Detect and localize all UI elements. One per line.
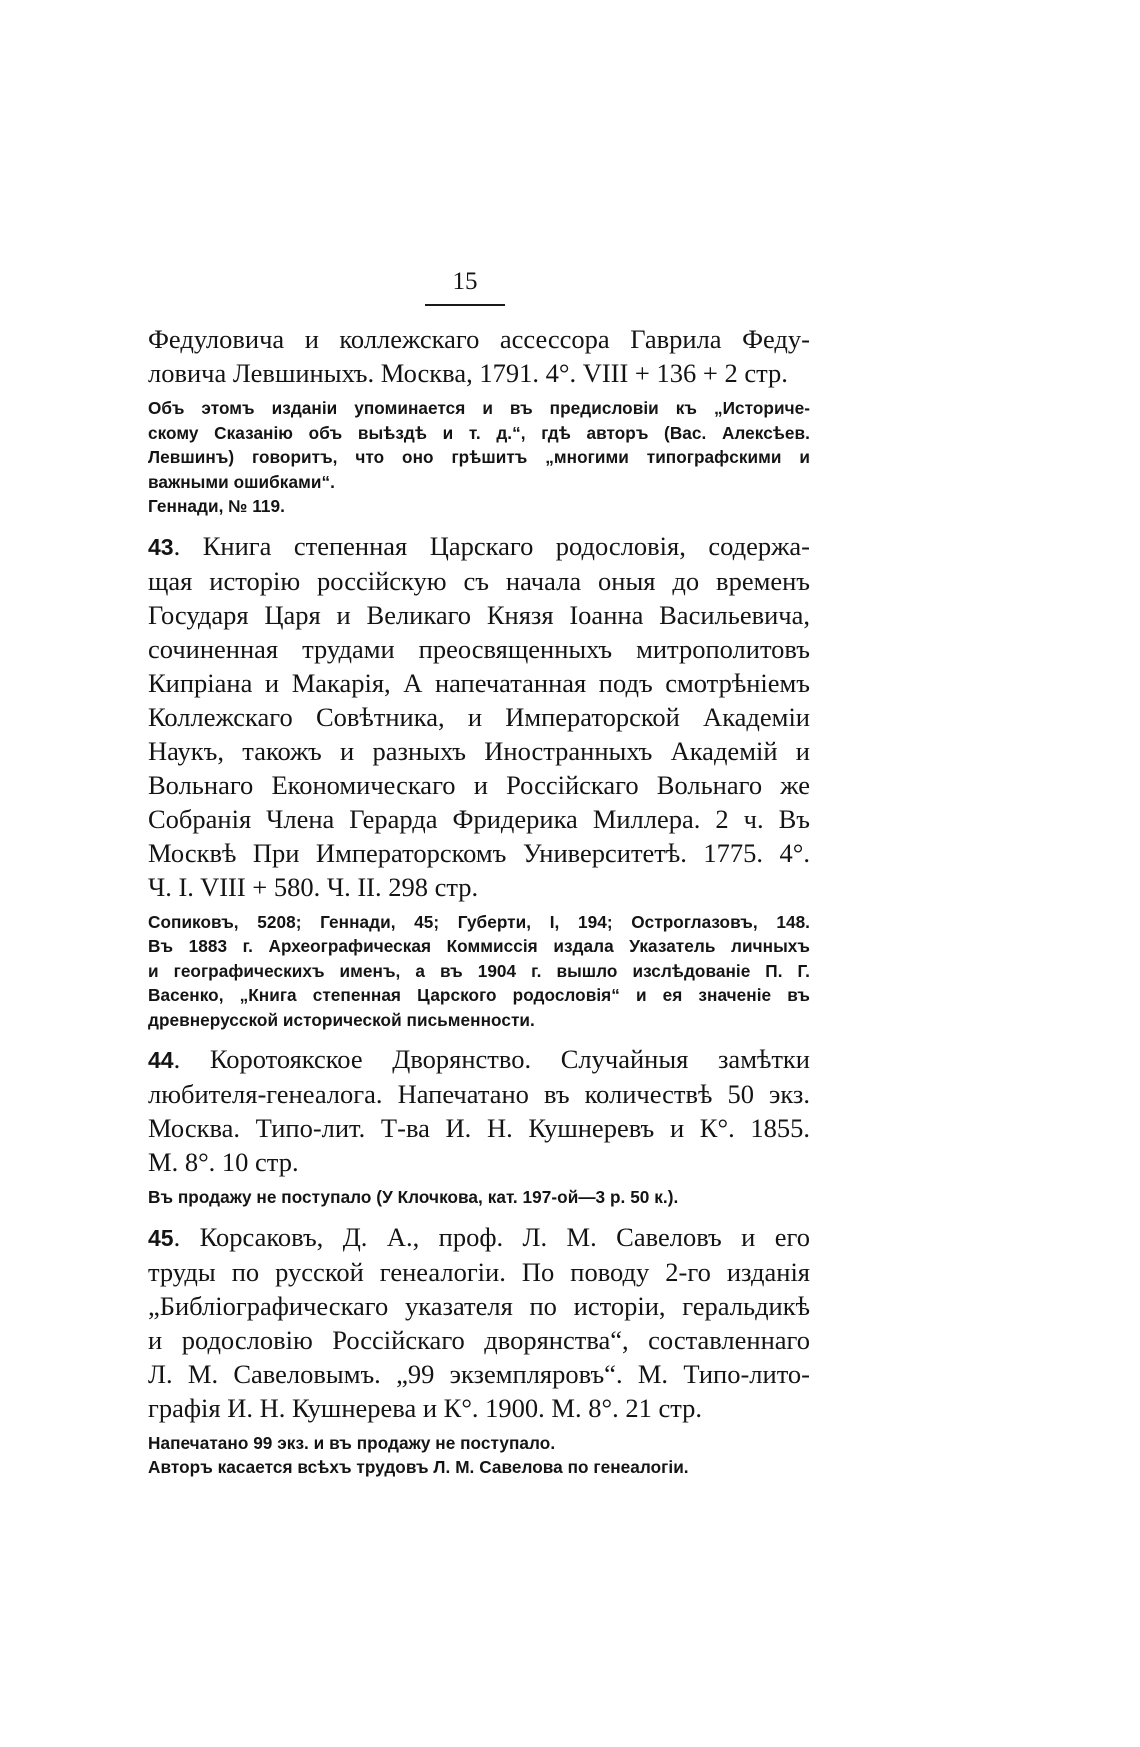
note-line: скому Сказанію объ выѣздѣ и т. д.“, гдѣ авторъ (Вас. Алексѣев. [148,422,810,443]
entry-line: „Библіографическаго указателя по исторіи, геральдикѣ [148,1290,810,1321]
note-line: Геннади, № 119. [148,496,285,516]
entry-line: Собранія Члена Герарда Фридерика Миллера. 2 ч. Въ [148,803,810,834]
entry-line: . Корсаковъ, Д. А., проф. Л. М. Савеловъ и его [173,1221,810,1252]
entry-line: Москвѣ При Императорскомъ Университетѣ. 1775. 4°. [148,837,810,868]
entry-45-first-line [148,1220,810,1255]
entry-line: труды по русской генеалогіи. По поводу 2-го изданія [148,1256,810,1287]
entry-number: 44 [148,1047,174,1073]
entry-line: графія И. Н. Кушнерева и К°. 1900. М. 8°. 21 стр. [148,1392,703,1423]
entry-line: и родословію Россійскаго дворянства“, составленнаго [148,1324,810,1355]
page-number: 15 [452,268,478,295]
entry-line: Государя Царя и Великаго Князя Іоанна Васильевича, [148,599,810,630]
entry-line: Кипріана и Макарія, А напечатанная подъ смотрѣніемъ [148,667,810,698]
entry-line: М. 8°. 10 стр. [148,1147,299,1177]
page-text [148,322,810,1480]
entry-line: сочиненная трудами преосвященныхъ митрополитовъ [148,633,810,664]
entry-line: Л. М. Савеловымъ. „99 экземпляровъ“. М. Типо-лито- [148,1358,810,1389]
entry-line: Ч. I. VIII + 580. Ч. II. 298 стр. [148,871,479,902]
note-line: древнерусской исторической письменности. [148,1009,535,1030]
entry-line: Федуловича и коллежскаго ассессора Гаврила Феду- [148,324,810,354]
entry-line: щая исторію россійскую съ начала оныя до временъ [148,565,810,596]
entry-number: 45 [148,1224,174,1251]
entry-line: Наукъ, такожъ и разныхъ Иностранныхъ Академій и [148,735,810,766]
note-line: Въ 1883 г. Археографическая Коммиссія издала Указатель личныхъ [148,936,810,956]
note-line: Васенко, „Книга степенная Царского родословія“ и ея значеніе въ [148,985,810,1005]
entry-44-first-line [148,1042,810,1077]
entry-line: Вольнаго Економическаго и Россійскаго Вольнаго же [148,769,810,800]
note-line: Напечатано 99 экз. и въ продажу не поступало. [148,1432,556,1453]
entry-number: 43 [148,533,174,560]
entry-line: любителя-генеалога. Напечатано въ количествѣ 50 экз. [148,1079,810,1109]
note-line: важными ошибками“. [148,471,335,492]
note-line: и географическихъ именъ, а въ 1904 г. вышло изслѣдованіе П. Г. [148,960,810,981]
entry-line: . Коротоякское Дворянство. Случайныя замѣтки [173,1044,810,1074]
note-line: Объ этомъ изданіи упоминается и въ предисловіи къ „Историче- [148,398,810,418]
entry-line: Коллежскаго Совѣтника, и Императорской Академіи [148,701,810,732]
entry-line: Москва. Типо-лит. Т-ва И. Н. Кушнеревъ и К°. 1855. [148,1113,810,1143]
note-line: Сопиковъ, 5208; Геннади, 45; Губерти, I, 194; Остроглазовъ, 148. [148,911,810,932]
entry-43-first-line [148,529,810,564]
entry-line: . Книга степенная Царскаго родословія, содержа- [173,530,810,561]
note-line: Въ продажу не поступало (У Клочкова, кат. 197-ой—3 р. 50 к.). [148,1187,679,1207]
note-line: Авторъ касается всѣхъ трудовъ Л. М. Савелова по генеалогіи. [148,1457,689,1477]
entry-line: ловича Левшиныхъ. Москва, 1791. 4°. VIII + 136 + 2 стр. [148,358,788,388]
note-line: Левшинъ) говоритъ, что оно грѣшитъ „многими типографскими и [148,447,810,467]
page-number-rule [425,304,505,306]
